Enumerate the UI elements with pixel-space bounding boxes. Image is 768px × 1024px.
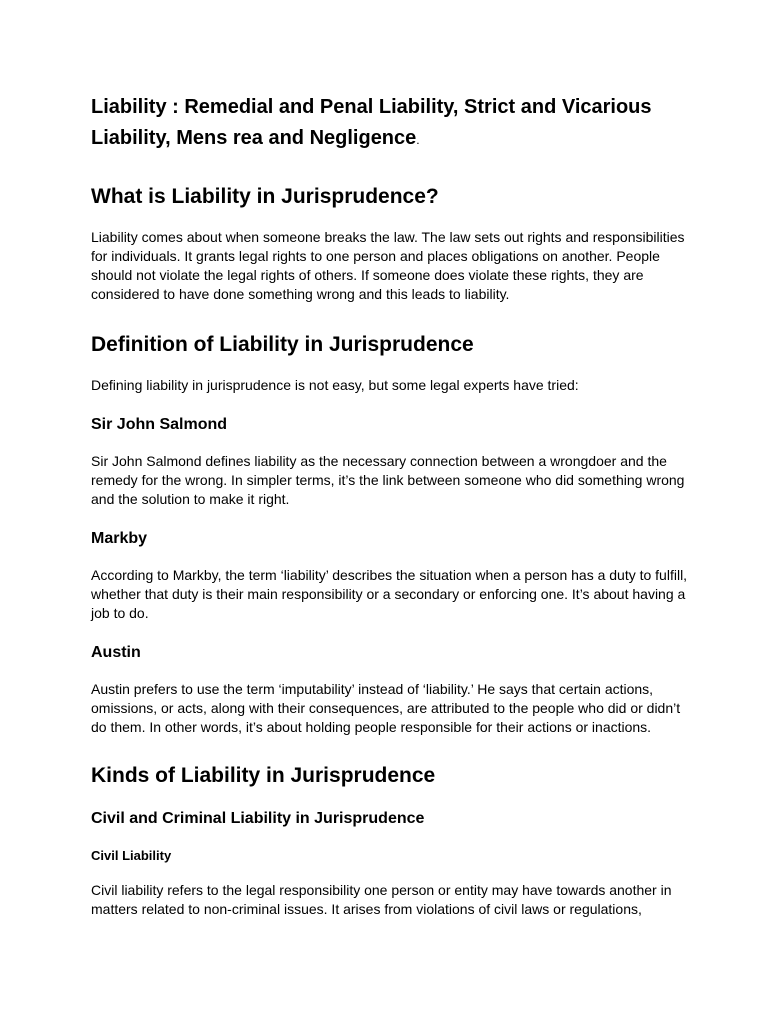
heading-civil-liability: Civil Liability [91, 848, 172, 863]
heading-kinds-of-liability: Kinds of Liability in Jurisprudence [91, 764, 436, 787]
document-title-text: Liability : Remedial and Penal Liability, Strict and Vicarious Liability, Mens rea and Negligence [91, 96, 652, 149]
paragraph-markby: According to Markby, the term ‘liability’ describes the situation when a person has a duty to fulfill, whether that duty is their main responsibility or a secondary or enforcing one. It’s about having a job to do. [91, 567, 688, 621]
paragraph-civil-liability: Civil liability refers to the legal responsibility one person or entity may have towards another in matters related to non-criminal issues. It arises from violations of civil laws or regulations, [91, 882, 672, 917]
paragraph-what-is-liability: Liability comes about when someone breaks the law. The law sets out rights and responsibilities for individuals. It grants legal rights to one person and places obligations on another. People should not violate the legal rights of others. If someone does violate these rights, they are considered to have done something wrong and this leads to liability. [91, 229, 685, 302]
document-title [91, 92, 691, 156]
paragraph-sir-john-salmond: Sir John Salmond defines liability as the necessary connection between a wrongdoer and the remedy for the wrong. In simpler terms, it’s the link between someone who did something wrong and the solution to make it right. [91, 453, 685, 507]
heading-what-is-liability: What is Liability in Jurisprudence? [91, 185, 439, 208]
heading-definition-of-liability: Definition of Liability in Jurisprudence [91, 333, 474, 356]
paragraph-definition-intro: Defining liability in jurisprudence is not easy, but some legal experts have tried: [91, 377, 579, 393]
heading-austin: Austin [91, 644, 141, 661]
heading-civil-and-criminal-liability: Civil and Criminal Liability in Jurisprudence [91, 810, 425, 827]
heading-sir-john-salmond: Sir John Salmond [91, 416, 228, 433]
document-content [91, 92, 691, 919]
document-title-trailing-dot: . [416, 133, 420, 147]
heading-markby: Markby [91, 530, 148, 547]
paragraph-austin: Austin prefers to use the term ‘imputability’ instead of ‘liability.’ He says that certain actions, omissions, or acts, along with their consequences, are attributed to the people who did or didn’t do them. In other words, it’s about holding people responsible for their actions or inactions. [91, 681, 681, 735]
